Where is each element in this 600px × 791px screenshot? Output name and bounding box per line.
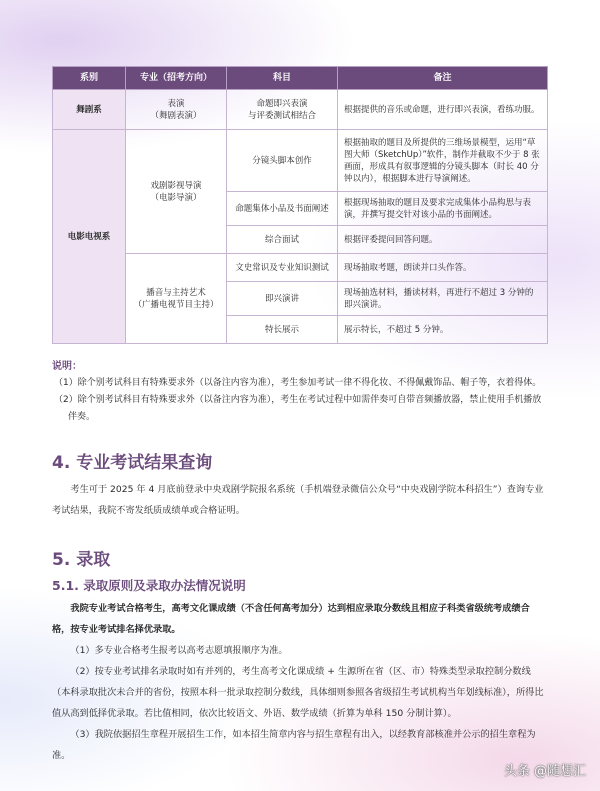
- col-header-note: 备注: [338, 67, 548, 90]
- subject-cell: 文史常识及专业知识测试: [227, 254, 338, 282]
- subject-cell: [227, 90, 338, 130]
- results-paragraph: 考生可于 2025 年 4 月底前登录中央戏剧学院报名系统（手机端登录微信公众号“中央戏剧学院本科招生”）查询专业考试结果，我院不寄发纸质成绩单或合格证明。: [52, 484, 544, 516]
- subject-cell: 命题集体小品及书面阐述: [227, 192, 338, 226]
- note-cell: 根据评委提问回答问题。: [338, 226, 548, 254]
- note-cell: 现场抽取考题，朗读并口头作答。: [338, 254, 548, 282]
- col-header-major: 专业（招考方向）: [126, 67, 227, 90]
- table-row: [53, 90, 548, 130]
- subject-line: 与评委测试相结合: [247, 110, 316, 121]
- major-cell: [126, 254, 227, 344]
- note-cell: 根据抽取的题目及所提供的三维场景模型，运用“草图大师（SketchUp）”软件，制作并截取不少于 8 张画面，形成具有叙事逻辑的分镜头脚本（时长 40 分钟以内），根据脚本进行导演阐述。: [338, 130, 548, 192]
- subsection-heading: 5.1. 录取原则及录取办法情况说明: [52, 578, 246, 593]
- subject-line: 命题即兴表演: [256, 98, 308, 109]
- watermark: 头条 @随想汇: [503, 764, 586, 779]
- subject-cell: 综合面试: [227, 226, 338, 254]
- table-row: [53, 254, 548, 282]
- table-header-row: [53, 67, 548, 90]
- major-name: 表演: [167, 98, 185, 109]
- major-direction: （广播电视节目主持）: [133, 299, 219, 310]
- explanation-item: （1）除个别考试科目有特殊要求外（以备注内容为准），考生参加考试一律不得化妆、不得佩戴饰品、帽子等，衣着得体。: [54, 378, 542, 388]
- col-header-subject: 科目: [227, 67, 338, 90]
- note-cell: 现场抽选材料，播读材料，再进行不超过 3 分钟的即兴演讲。: [338, 282, 548, 316]
- note-cell: 展示特长，不超过 5 分钟。: [338, 316, 548, 344]
- major-cell: [126, 130, 227, 254]
- exam-subjects-table: [52, 66, 548, 344]
- page-content: [52, 66, 548, 766]
- explanation-block: [52, 358, 548, 426]
- major-name: 播音与主持艺术: [146, 287, 206, 298]
- dept-cell: 舞剧系: [53, 90, 126, 130]
- note-cell: 根据现场抽取的题目及要求完成集体小品构思与表演，并撰写提交针对该小品的书面阐述。: [338, 192, 548, 226]
- major-direction: （电影导演）: [150, 192, 202, 203]
- subject-cell: 分镜头脚本创作: [227, 130, 338, 192]
- admission-rule-3: （3）我院依据招生章程开展招生工作，如本招生简章内容与招生章程有出入，以经教育部核准并公示的招生章程为准。: [52, 729, 536, 761]
- explanation-item: （2）除个别考试科目有特殊要求外（以备注内容为准），考生在考试过程中如需伴奏可自带音频播放器，禁止使用手机播放伴奏。: [54, 395, 542, 422]
- admission-principle: 我院专业考试合格考生，高考文化课成绩（不含任何高考加分）达到相应录取分数线且相应子科类省级统考成绩合格，按专业考试排名择优录取。: [52, 603, 530, 635]
- section-heading-results: 4. 专业考试结果查询: [52, 453, 213, 473]
- major-direction: （舞剧表演）: [150, 110, 202, 121]
- explanation-title: 说明：: [52, 361, 82, 372]
- subject-cell: 即兴演讲: [227, 282, 338, 316]
- admission-rule-2: （2）按专业考试排名录取时如有并列的，考生高考文化课成绩 + 生源所在省（区、市）特殊类型录取控制分数线（本科录取批次未合并的省份，按照本科一批录取控制分数线，具体细则参照各省级招生考试机构当年划线标准），所得比值从高到低择优录取。若比值相同，依次比较语文、外语、数学成绩（折算为单科 150 分制计算）。: [52, 666, 544, 719]
- subject-cell: 特长展示: [227, 316, 338, 344]
- dept-cell: 电影电视系: [53, 130, 126, 344]
- table-row: [53, 130, 548, 192]
- major-cell: [126, 90, 227, 130]
- col-header-dept: 系别: [53, 67, 126, 90]
- section-heading-admission: 5. 录取: [52, 550, 111, 570]
- note-cell: 根据提供的音乐或命题，进行即兴表演，看练功服。: [338, 90, 548, 130]
- major-name: 戏剧影视导演: [150, 180, 202, 191]
- admission-rule-1: （1）多专业合格考生报考以高考志愿填报顺序为准。: [70, 645, 288, 656]
